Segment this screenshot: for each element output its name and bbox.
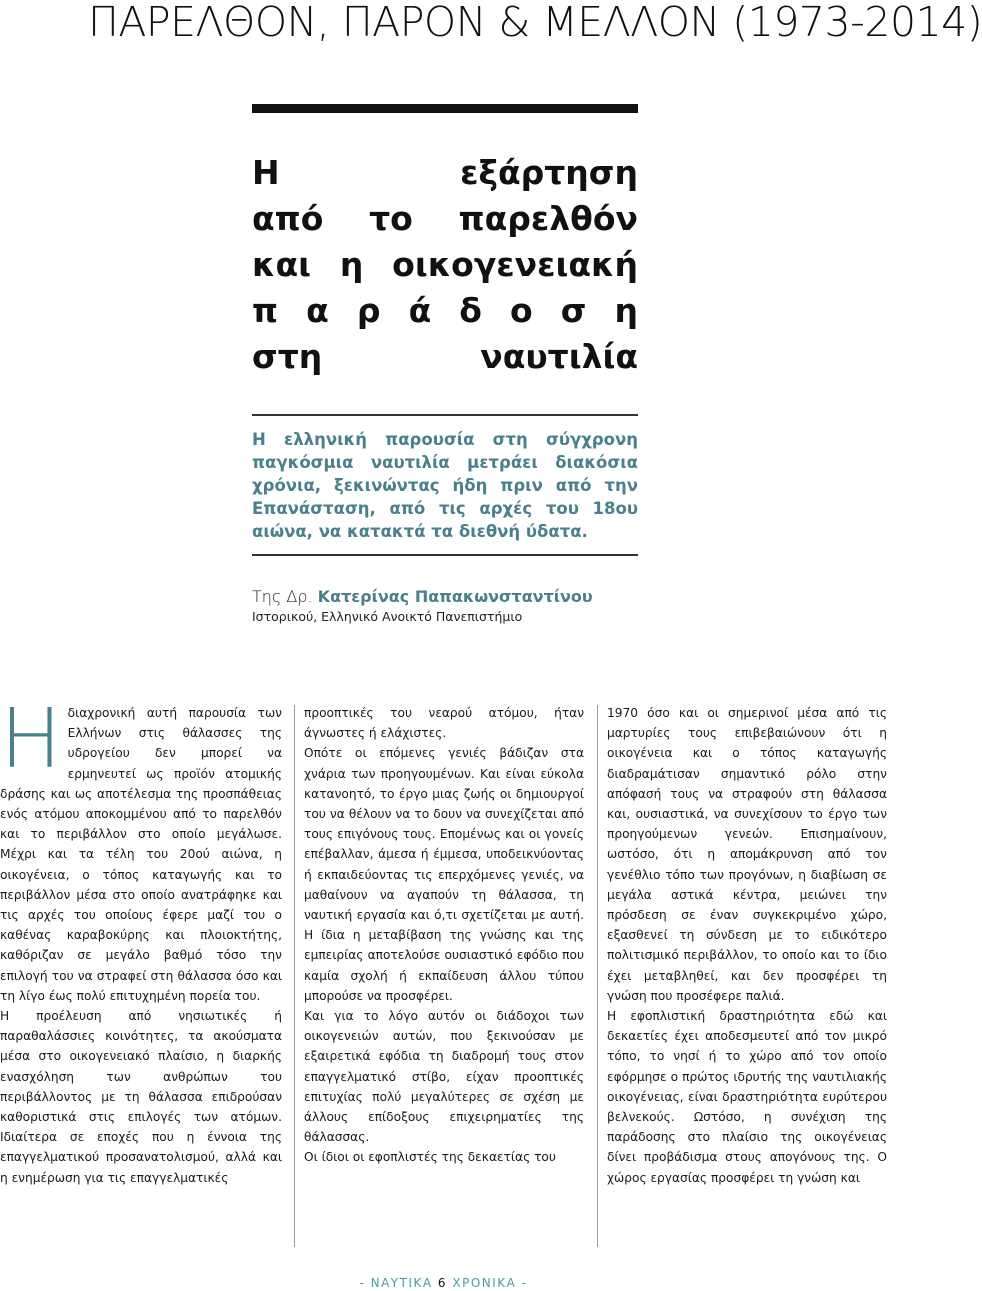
column-divider [597,705,598,1247]
body-paragraph: προοπτικές του νεαρού ατόμου, ήταν άγνωστες ή ελάχιστες. [304,706,584,741]
body-column-2 [304,703,584,1168]
column-divider [294,705,295,1247]
title-line: από το παρελθόν [252,199,638,238]
footer-right: ΧΡΟΝΙΚΑ - [452,1276,528,1290]
lead-line: Επανάσταση, από τις αρχές του 18ου [252,499,638,518]
article-lead [252,428,638,543]
article-title [252,150,638,380]
body-paragraph: Οπότε οι επόμενες γενιές βάδιζαν στα χνάρια των προηγουμένων. Και είναι εύκολα κατανοητό, το έργο μιας ζωής οι δημιουργοί του να θέλουν να το δουν να συνεχίζεται από τους επιγόνους τους. Επομένως και οι γονείς επέβαλλαν, άμεσα ή έμμεσα, υποδεικνύοντας ή εκπαιδεύοντας τις επερχόμενες γενιές, να μαθαίνουν να αγαπούν τη θάλασσα, τη ναυτική εργασία και ό,τι σχετίζεται με αυτή. Η ίδια η μεταβίβαση της γνώσης και της εμπειρίας αποτελούσε ουσιαστικό εφόδιο που καμία σχολή ή εκπαίδευση άλλου τύπου μπορούσε να προσφέρει. [304,746,584,1003]
body-paragraph: διαχρονική αυτή παρουσία των Ελλήνων στις θάλασσες της υδρογείου δεν μπορεί να ερμηνευτεί ως προϊόν ατομικής δράσης και ως αποτέλεσμα της προσπάθειας ενός ατόμου αποκομμένου από το παρελθόν και το περιβάλλον στο οποίο μεγάλωσε. Μέχρι και τα τέλη του 20ού αιώνα, η οικογένεια, ο τόπος καταγωγής και το περιβάλλον μέσα στο οποίο ανατράφηκε και τις αρχές του οποίους έφερε μαζί του ο καθένας καραβοκύρης και πλοιοκτήτης, καθόριζαν σε μεγάλο βαθμό τόσο την επιλογή του να στραφεί στη θάλασσα όσο και τη λίγο έως πολύ επιτυχημένη πορεία του. [0,706,282,1003]
body-paragraph: Η προέλευση από νησιωτικές ή παραθαλάσσιες κοινότητες, τα ακούσματα μέσα στο οικογενειακό πλαίσιο, η διαρκής ενασχόληση των ανθρώπων του περιβάλλοντος με τη θάλασσα επιδρούσαν καθοριστικά στις επιλογές των ατόμων. Ιδιαίτερα σε εποχές που η έννοια της επαγγελματικού προσανατολισμού, αλλά και η ενημέρωση για τις επαγγελματικές [0,1009,282,1185]
lead-line: παγκόσμια ναυτιλία μετράει διακόσια [252,453,638,472]
author-byline [252,586,652,608]
title-line: Η εξάρτηση [252,153,638,192]
lead-line: αιώνα, να κατακτά τα διεθνή ύδατα. [252,522,588,541]
lead-rule-top [252,414,638,416]
body-paragraph: 1970 όσο και οι σημερινοί μέσα από τις μαρτυρίες τους επιβεβαιώνουν ότι η οικογένεια και ο τόπος καταγωγής διαδραμάτισαν σημαντικό ρόλο στην απόφασή τους να στραφούν στη θάλασσα και, ουσιαστικά, να συνεχίσουν το έργο των προηγούμενων γενεών. Επισημαίνουν, ωστόσο, ότι η απομάκρυνση από τον γενέθλιο τόπο των προγόνων, η διαβίωση σε μεγάλα αστικά κέντρα, μειώνει την πρόσδεση σε έναν συγκεκριμένο χώρο, εξασθενεί τη σύνδεση με το ειδικότερο πολιτισμικό περιβάλλον, το οποίο και το ίδιο έχει μεταβληθεί, και δεν προσφέρει τη γνώση που προσέφερε παλιά. [607,706,887,1003]
page-number: 6 [437,1276,448,1290]
title-line: π α ρ ά δ ο σ η [252,291,638,330]
lead-rule-bottom [252,554,638,556]
author-prefix: Της Δρ. [252,587,313,606]
body-paragraph: Η εφοπλιστική δραστηριότητα εδώ και δεκαετίες έχει αποδεσμευτεί από τον μικρό τόπο, το νησί ή το χώρο από τον οποίο εφόρμησε ο πρώτος ιδρυτής της ναυτιλιακής οικογένειας, είναι δραστηριότητα ευρύτερου βελνεκούς. Ωστόσο, η συνέχιση της παράδοσης στο πλαίσιο της οικογένειας δίνει προβάδισμα στους απογόνους της. Ο χώρος εργασίας προσφέρει τη γνώση και [607,1009,887,1185]
title-line: στη ναυτιλία [252,337,638,376]
body-paragraph: Και για το λόγο αυτόν οι διάδοχοι των οικογενειών αυτών, που ξεκινούσαν με εξαιρετικά εφόδια τη διαδρομή τους στον επαγγελματικό στίβο, είχαν προοπτικές επιτυχίας πολύ μεγαλύτερες σε σχέση με άλλους επίδοξους επιχειρηματίες της θάλασσας. [304,1009,584,1145]
title-rule [252,104,638,113]
author-affiliation: Ιστορικού, Ελληνικό Ανοικτό Πανεπιστήμιο [252,609,523,624]
author-name: Κατερίνας Παπακωνσταντίνου [317,587,593,606]
lead-line: χρόνια, ξεκινώντας ήδη πριν από την [252,476,638,495]
page-footer [0,1276,887,1290]
title-line: και η οικογενειακή [252,245,638,284]
footer-left: - ΝΑΥΤΙΚΑ [359,1276,433,1290]
lead-line: Η ελληνική παρουσία στη σύγχρονη [252,430,638,449]
body-paragraph: Οι ίδιοι οι εφοπλιστές της δεκαετίας του [304,1150,556,1165]
body-column-1 [0,692,282,1188]
section-header-title: ΠΑΡΕΛΘΟΝ, ΠΑΡΟΝ & ΜΕΛΛΟΝ (1973-2014) [88,0,982,46]
author-block [252,586,652,626]
body-column-3 [607,703,887,1188]
drop-cap: Η [0,692,62,787]
